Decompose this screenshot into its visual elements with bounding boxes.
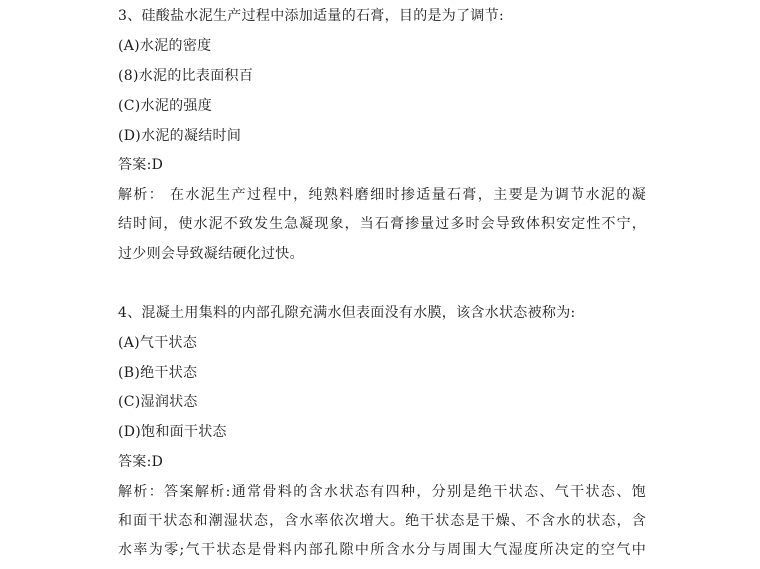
question-4-analysis-line-1: 解析：答案解析:通常骨料的含水状态有四种，分别是绝干状态、气干状态、饱 xyxy=(118,484,646,500)
question-4-analysis-line-3: 水率为零;气干状态是骨料内部孔隙中所含水分与周围大气湿度所决定的空气中 xyxy=(118,542,646,558)
question-3-option-b: (8)水泥的比表面积百 xyxy=(118,68,254,84)
question-4-option-b: (B)绝干状态 xyxy=(118,365,198,381)
question-4-option-d: (D)饱和面干状态 xyxy=(118,424,227,440)
question-4-analysis-line-2: 和面干状态和潮湿状态，含水率依次增大。绝干状态是干燥、不含水的状态，含 xyxy=(118,513,646,529)
question-4-option-a: (A)气干状态 xyxy=(118,335,198,351)
question-3-option-d: (D)水泥的凝结时间 xyxy=(118,128,242,144)
question-3-title: 3、硅酸盐水泥生产过程中添加适量的石膏，目的是为了调节: xyxy=(118,8,505,24)
question-3-option-a: (A)水泥的密度 xyxy=(118,38,212,54)
question-3-analysis-line-3: 过少则会导致凝结硬化过快。 xyxy=(118,246,304,262)
question-3-option-c: (C)水泥的强度 xyxy=(118,98,213,114)
question-4-option-c: (C)湿润状态 xyxy=(118,394,198,410)
question-4-answer: 答案:D xyxy=(118,454,164,470)
question-3-analysis-line-1: 解析： 在水泥生产过程中，纯熟料磨细时掺适量石膏，主要是为调节水泥的凝 xyxy=(118,187,646,203)
question-3-answer: 答案:D xyxy=(118,157,164,173)
question-4-title: 4、混凝土用集料的内部孔隙充满水但表面没有水膜，该含水状态被称为: xyxy=(118,305,576,321)
question-3-analysis-line-2: 结时间，使水泥不致发生急凝现象，当石膏掺量过多时会导致体积安定性不宁， xyxy=(118,216,646,232)
